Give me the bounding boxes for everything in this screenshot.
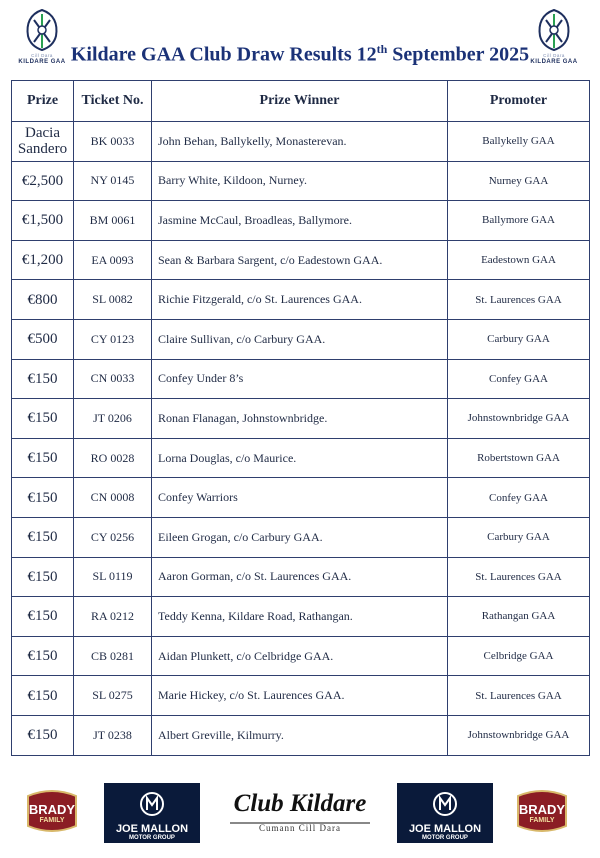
- winner-cell: Eileen Grogan, c/o Carbury GAA.: [152, 517, 448, 557]
- winner-cell: Aaron Gorman, c/o St. Laurences GAA.: [152, 557, 448, 597]
- table-header-row: [12, 81, 590, 122]
- joe-mallon-logo: [104, 783, 200, 843]
- winner-cell: Teddy Kenna, Kildare Road, Rathangan.: [152, 597, 448, 637]
- prize-cell: [12, 676, 74, 716]
- winner-cell: Ronan Flanagan, Johnstownbridge.: [152, 399, 448, 439]
- prize-text: €150: [27, 687, 58, 704]
- table-row: [12, 715, 590, 755]
- prize-text: €2,500: [21, 172, 64, 189]
- mallon-emblem-icon: [433, 789, 457, 819]
- prize-text: €150: [27, 370, 58, 387]
- table-row: [12, 319, 590, 359]
- promoter-cell: Carbury GAA: [448, 319, 590, 359]
- table-row: [12, 280, 590, 320]
- winner-cell: Marie Hickey, c/o St. Laurences GAA.: [152, 676, 448, 716]
- winner-cell: Confey Under 8’s: [152, 359, 448, 399]
- crest-name: KILDARE GAA: [18, 59, 66, 65]
- prize-cell: [12, 201, 74, 241]
- prize-text: €150: [27, 489, 58, 506]
- promoter-cell: Rathangan GAA: [448, 597, 590, 637]
- winner-cell: Albert Greville, Kilmurry.: [152, 715, 448, 755]
- mallon-name: JOE MALLON: [408, 823, 482, 835]
- prize-cell: [12, 359, 74, 399]
- prize-text: €150: [27, 727, 58, 744]
- promoter-cell: Celbridge GAA: [448, 636, 590, 676]
- column-header-promoter: Promoter: [448, 81, 590, 122]
- prize-cell: [12, 161, 74, 201]
- winner-cell: Jasmine McCaul, Broadleas, Ballymore.: [152, 201, 448, 241]
- ticket-cell: CB 0281: [74, 636, 152, 676]
- winner-cell: John Behan, Ballykelly, Monasterevan.: [152, 122, 448, 162]
- ticket-cell: CN 0033: [74, 359, 152, 399]
- prize-text: €1,500: [21, 212, 64, 229]
- sponsors-footer: [0, 778, 600, 848]
- winner-cell: Sean & Barbara Sargent, c/o Eadestown GAA.: [152, 240, 448, 280]
- ticket-cell: CN 0008: [74, 478, 152, 518]
- prize-text-line2: Sandero: [17, 141, 68, 158]
- table-row: [12, 636, 590, 676]
- ticket-cell: RO 0028: [74, 438, 152, 478]
- promoter-cell: Carbury GAA: [448, 517, 590, 557]
- promoter-cell: Johnstownbridge GAA: [448, 715, 590, 755]
- promoter-cell: Ballykelly GAA: [448, 122, 590, 162]
- ticket-cell: BK 0033: [74, 122, 152, 162]
- brady-text: BRADY: [518, 802, 566, 817]
- prize-text: €150: [27, 608, 58, 625]
- prize-text: €150: [27, 450, 58, 467]
- column-header-winner: Prize Winner: [152, 81, 448, 122]
- winner-cell: Richie Fitzgerald, c/o St. Laurences GAA.: [152, 280, 448, 320]
- prize-text: €500: [27, 331, 58, 348]
- mallon-name: JOE MALLON: [115, 823, 189, 835]
- promoter-cell: Johnstownbridge GAA: [448, 399, 590, 439]
- prize-cell: [12, 636, 74, 676]
- club-kildare-irish-text: Cumann Cill Dara: [259, 823, 341, 833]
- ticket-cell: CY 0123: [74, 319, 152, 359]
- promoter-cell: St. Laurences GAA: [448, 557, 590, 597]
- table-row: [12, 161, 590, 201]
- draw-results-table: [11, 80, 590, 756]
- winner-cell: Claire Sullivan, c/o Carbury GAA.: [152, 319, 448, 359]
- promoter-cell: Confey GAA: [448, 478, 590, 518]
- table-row: [12, 399, 590, 439]
- winner-cell: Barry White, Kildoon, Nurney.: [152, 161, 448, 201]
- crest-irish-text: Cill Dara: [31, 53, 53, 58]
- table-row: [12, 676, 590, 716]
- prize-cell: [12, 122, 74, 162]
- mallon-sub: MOTOR GROUP: [129, 835, 175, 841]
- prize-cell: [12, 517, 74, 557]
- promoter-cell: Robertstown GAA: [448, 438, 590, 478]
- winner-cell: Confey Warriors: [152, 478, 448, 518]
- prize-cell: [12, 438, 74, 478]
- promoter-cell: St. Laurences GAA: [448, 676, 590, 716]
- winner-cell: Aidan Plunkett, c/o Celbridge GAA.: [152, 636, 448, 676]
- table-row: [12, 201, 590, 241]
- promoter-cell: Eadestown GAA: [448, 240, 590, 280]
- table-row: [12, 438, 590, 478]
- ticket-cell: BM 0061: [74, 201, 152, 241]
- ticket-cell: SL 0082: [74, 280, 152, 320]
- prize-text: €150: [27, 410, 58, 427]
- prize-text: €800: [27, 291, 58, 308]
- table-row: [12, 240, 590, 280]
- brady-family-text: FAMILY: [529, 817, 555, 824]
- prize-text: €150: [27, 648, 58, 665]
- table-row: [12, 517, 590, 557]
- page-title: Kildare GAA Club Draw Results 12th September 2025: [70, 42, 530, 66]
- column-header-prize: Prize: [12, 81, 74, 122]
- club-kildare-text: Club Kildare: [233, 790, 367, 817]
- ticket-cell: EA 0093: [74, 240, 152, 280]
- table-row: [12, 359, 590, 399]
- ticket-cell: RA 0212: [74, 597, 152, 637]
- crest-irish-text: Cill Dara: [543, 53, 565, 58]
- prize-cell: [12, 478, 74, 518]
- promoter-cell: St. Laurences GAA: [448, 280, 590, 320]
- prize-cell: [12, 319, 74, 359]
- prize-text: €1,200: [21, 252, 64, 269]
- crest-name: KILDARE GAA: [530, 59, 578, 65]
- prize-cell: [12, 280, 74, 320]
- mallon-sub: MOTOR GROUP: [422, 835, 468, 841]
- prize-cell: [12, 557, 74, 597]
- club-kildare-logo: [222, 790, 378, 840]
- table-row: [12, 597, 590, 637]
- promoter-cell: Confey GAA: [448, 359, 590, 399]
- prize-text: €150: [27, 568, 58, 585]
- table-row: [12, 557, 590, 597]
- ticket-cell: SL 0275: [74, 676, 152, 716]
- column-header-ticket: Ticket No.: [74, 81, 152, 122]
- mallon-emblem-icon: [140, 789, 164, 819]
- brady-family-logo: [24, 788, 80, 834]
- prize-cell: [12, 715, 74, 755]
- kildare-gaa-crest-logo: [524, 8, 584, 66]
- ticket-cell: NY 0145: [74, 161, 152, 201]
- prize-cell: [12, 240, 74, 280]
- promoter-cell: Ballymore GAA: [448, 201, 590, 241]
- ticket-cell: JT 0206: [74, 399, 152, 439]
- joe-mallon-logo: [397, 783, 493, 843]
- prize-text: Dacia: [25, 125, 60, 142]
- brady-family-logo: [514, 788, 570, 834]
- prize-cell: [12, 597, 74, 637]
- brady-family-text: FAMILY: [39, 817, 65, 824]
- ticket-cell: SL 0119: [74, 557, 152, 597]
- brady-text: BRADY: [28, 802, 76, 817]
- table-row: [12, 122, 590, 162]
- page-header: [0, 0, 600, 80]
- prize-cell: [12, 399, 74, 439]
- ticket-cell: CY 0256: [74, 517, 152, 557]
- promoter-cell: Nurney GAA: [448, 161, 590, 201]
- table-row: [12, 478, 590, 518]
- prize-text: €150: [27, 529, 58, 546]
- winner-cell: Lorna Douglas, c/o Maurice.: [152, 438, 448, 478]
- ticket-cell: JT 0238: [74, 715, 152, 755]
